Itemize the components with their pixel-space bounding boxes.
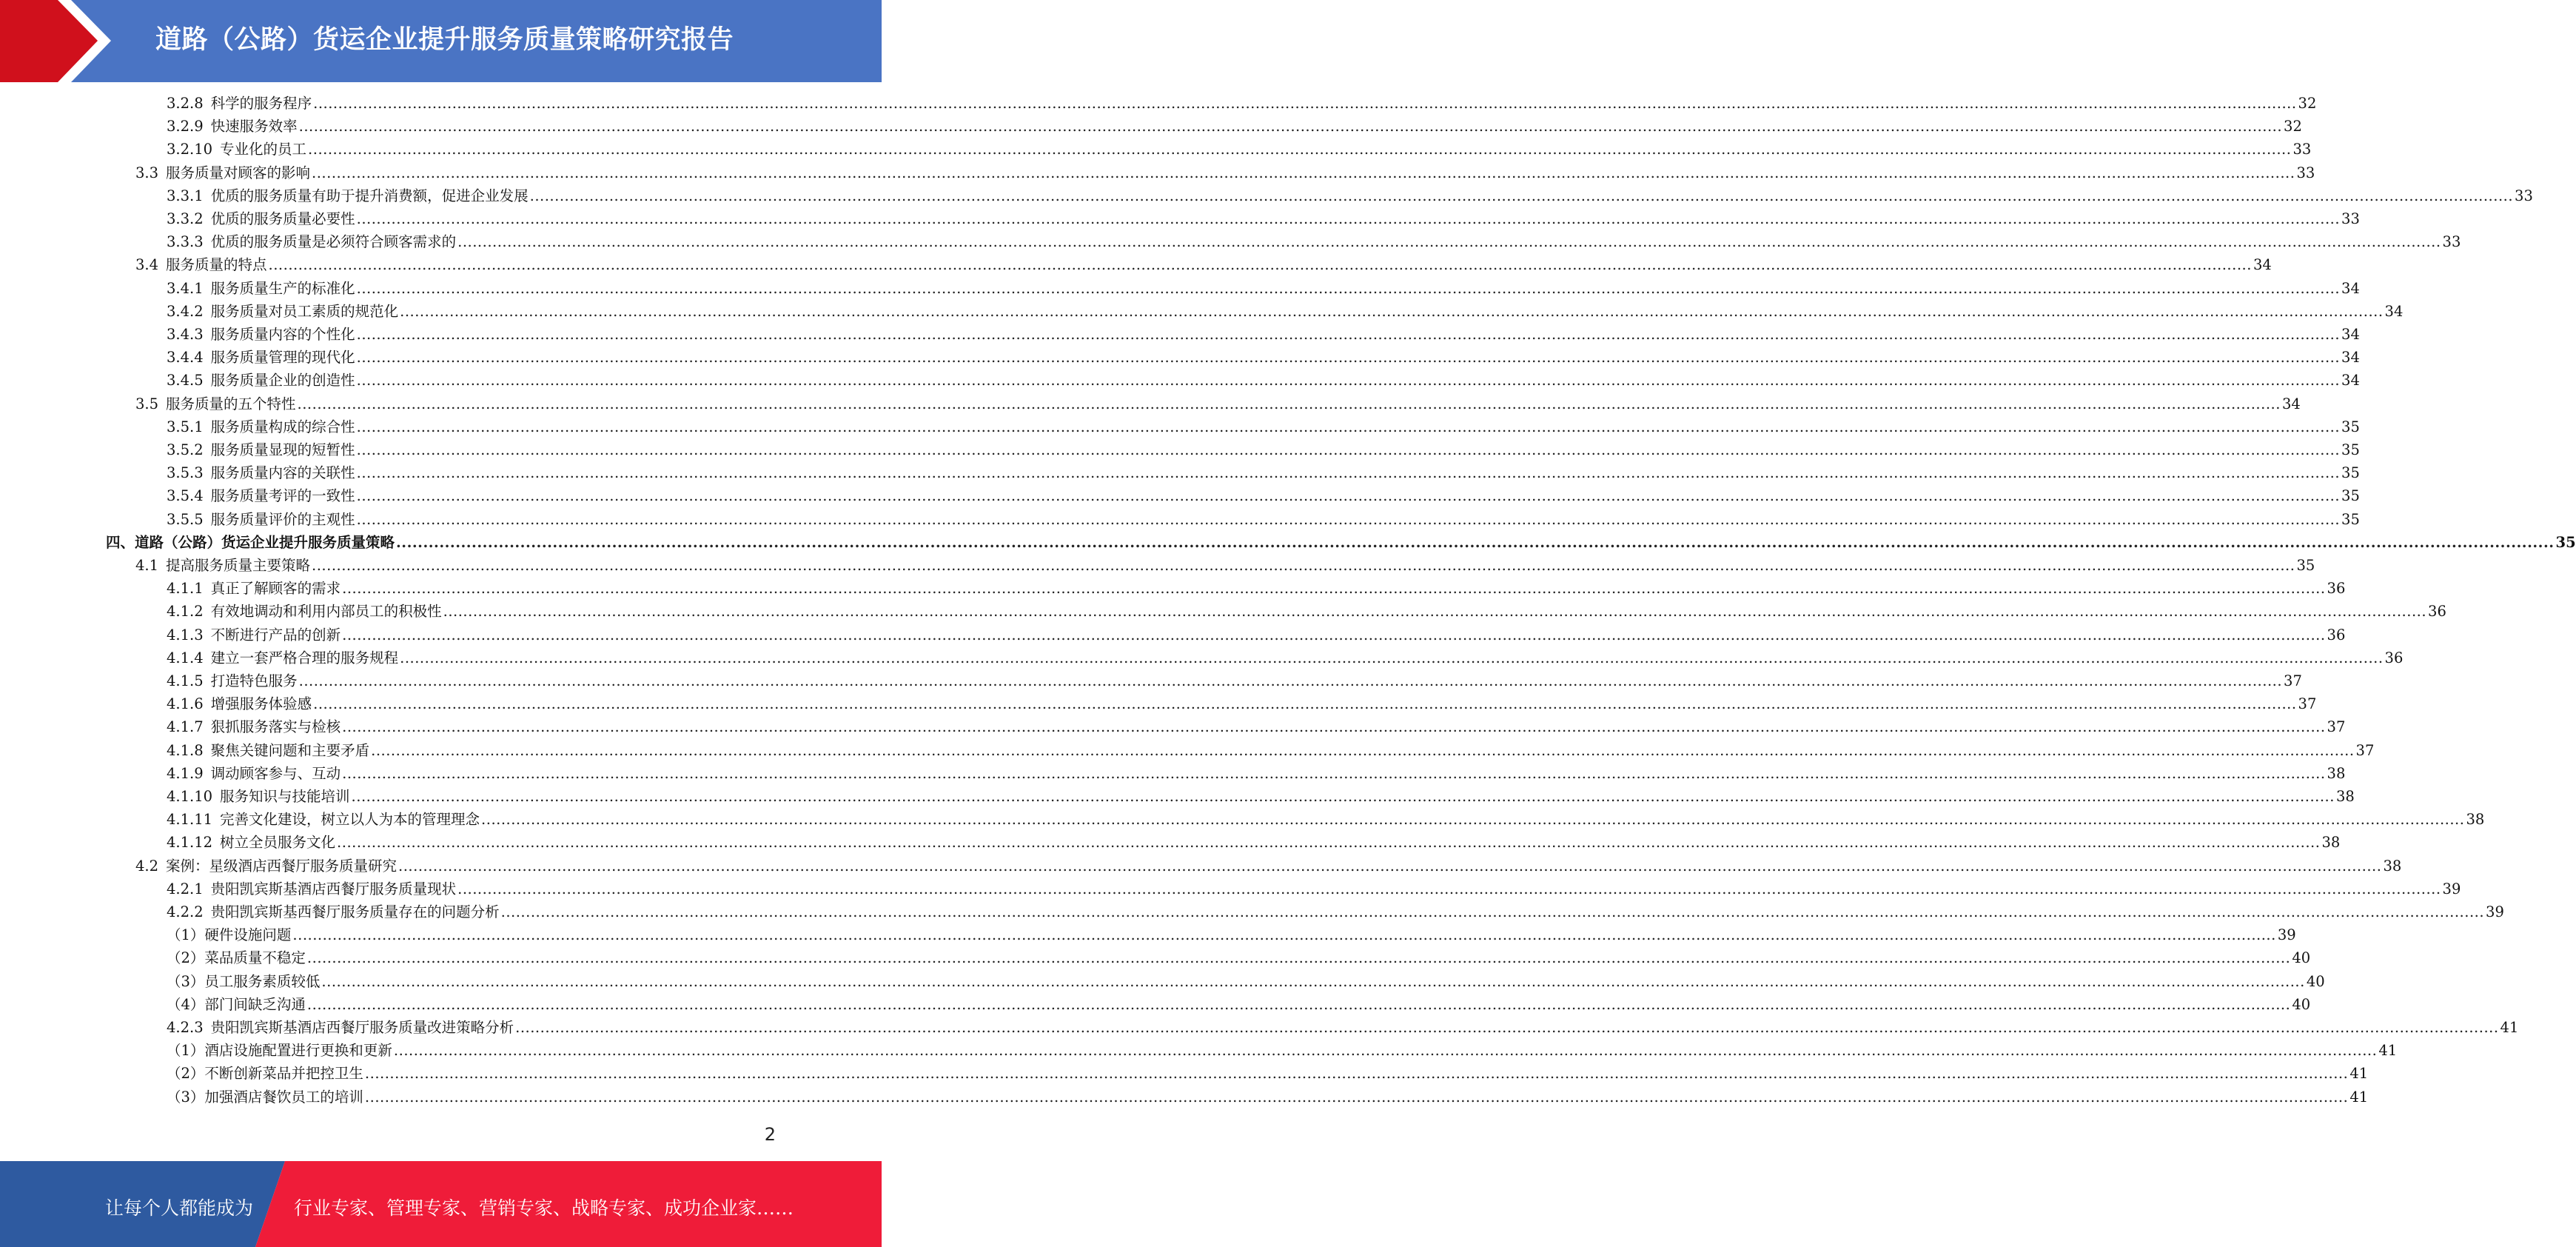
toc-entry[interactable] — [135, 555, 2315, 576]
toc-entry[interactable] — [167, 879, 2461, 900]
toc-entry[interactable] — [167, 93, 2317, 114]
toc-entry-title: 树立全员服务文化 — [220, 834, 336, 852]
toc-entry-title: 有效地调动和利用内部员工的积极性 — [210, 603, 442, 621]
toc-entry-title: 服务质量的特点 — [166, 256, 267, 274]
toc-entry[interactable] — [167, 786, 2355, 807]
toc-dot-leader: ................................................................................................................................................................................................................................................................................................................................................................................................................ — [371, 741, 2355, 759]
toc-entry[interactable] — [167, 578, 2346, 599]
toc-entry-number: 4.1.11 — [167, 811, 213, 829]
toc-entry-number: 3.2.8 — [167, 95, 204, 112]
toc-entry[interactable] — [167, 324, 2360, 345]
toc-entry-number: 4.1.2 — [167, 603, 204, 621]
toc-entry-page: 37 — [2327, 718, 2346, 736]
toc-entry-title: （3）员工服务素质较低 — [167, 972, 321, 990]
toc-entry[interactable] — [167, 186, 2533, 207]
toc-entry-number: 4.1.4 — [167, 649, 204, 666]
toc-dot-leader: ................................................................................................................................................................................................................................................................................................................................................................................................................ — [313, 695, 2297, 713]
toc-entry-page: 41 — [2349, 1088, 2369, 1106]
toc-entry-number: 4.1.6 — [167, 695, 204, 713]
toc-entry-number: 3.5.4 — [167, 487, 204, 505]
toc-entry-title: 贵阳凯宾斯基酒店西餐厅服务质量现状 — [210, 880, 457, 897]
toc-entry-page: 32 — [2298, 95, 2317, 112]
toc-entry-title: 不断进行产品的创新 — [210, 626, 341, 643]
toc-entry-number: 4.1.8 — [167, 741, 204, 759]
toc-entry-title: 专业化的员工 — [220, 141, 307, 158]
toc-dot-leader: ................................................................................................................................................................................................................................................................................................................................................................................................................ — [313, 95, 2297, 112]
toc-entry-title: 增强服务体验感 — [210, 695, 312, 713]
toc-entry-page: 40 — [2292, 949, 2311, 967]
toc-entry-number: 4.2.1 — [167, 880, 204, 897]
toc-dot-leader: ................................................................................................................................................................................................................................................................................................................................................................................................................ — [457, 880, 2441, 897]
toc-entry-title: 服务质量管理的现代化 — [210, 349, 355, 367]
toc-entry-number: 3.5 — [135, 395, 159, 412]
toc-entry-page: 34 — [2341, 372, 2360, 390]
toc-entry[interactable] — [167, 948, 2311, 969]
toc-entry-page: 37 — [2298, 695, 2317, 713]
toc-entry-number: 3.5.3 — [167, 464, 204, 482]
toc-entry-number: 4.2 — [135, 857, 159, 875]
toc-entry-number: 4.1.3 — [167, 626, 204, 643]
toc-entry-number: 3.3 — [135, 164, 159, 181]
toc-entry[interactable] — [167, 925, 2296, 946]
toc-entry-page: 33 — [2442, 233, 2461, 251]
toc-entry-number: 4.1 — [135, 557, 159, 574]
toc-entry-number: 3.2.9 — [167, 118, 204, 136]
toc-dot-leader: ................................................................................................................................................................................................................................................................................................................................................................................................................ — [342, 626, 2326, 643]
toc-entry-page: 34 — [2281, 395, 2301, 412]
toc-entry-number: 3.4.4 — [167, 349, 204, 367]
toc-entry-title: （3）加强酒店餐饮员工的培训 — [167, 1088, 363, 1106]
toc-entry[interactable] — [167, 671, 2302, 692]
toc-dot-leader: ................................................................................................................................................................................................................................................................................................................................................................................................................ — [398, 857, 2382, 875]
toc-entry-page: 41 — [2500, 1019, 2519, 1036]
toc-entry-page: 35 — [2555, 533, 2576, 551]
toc-entry-title: 服务质量考评的一致性 — [210, 487, 355, 505]
toc-entry-title: 聚焦关键问题和主要矛盾 — [210, 741, 370, 759]
toc-entry-page: 38 — [2335, 788, 2355, 805]
toc-dot-leader: ................................................................................................................................................................................................................................................................................................................................................................................................................ — [308, 141, 2292, 158]
toc-dot-leader: ................................................................................................................................................................................................................................................................................................................................................................................................................ — [364, 1088, 2349, 1106]
toc-entry-page: 39 — [2277, 926, 2296, 944]
toc-entry[interactable] — [167, 740, 2375, 761]
toc-entry-page: 35 — [2341, 441, 2360, 458]
toc-entry[interactable] — [167, 209, 2360, 230]
toc-entry-number: 3.5.2 — [167, 441, 204, 458]
toc-entry-number: 3.4.5 — [167, 372, 204, 390]
toc-entry-page: 40 — [2306, 972, 2325, 990]
toc-entry-title: 服务质量生产的标准化 — [210, 279, 355, 297]
page-header — [0, 0, 882, 82]
toc-entry-number: 3.4.3 — [167, 326, 204, 343]
toc-entry-page: 34 — [2253, 256, 2272, 274]
toc-dot-leader: ................................................................................................................................................................................................................................................................................................................................................................................................................ — [481, 811, 2465, 829]
toc-entry-title: （2）不断创新菜品并把控卫生 — [167, 1065, 363, 1083]
toc-entry-title: 服务质量内容的关联性 — [210, 464, 355, 482]
toc-dot-leader: ................................................................................................................................................................................................................................................................................................................................................................................................................ — [337, 834, 2321, 852]
toc-entry[interactable] — [167, 509, 2360, 530]
toc-dot-leader: ................................................................................................................................................................................................................................................................................................................................................................................................................ — [443, 603, 2427, 621]
toc-dot-leader: ................................................................................................................................................................................................................................................................................................................................................................................................................ — [356, 441, 2341, 458]
toc-entry-number: 4.1.10 — [167, 788, 213, 805]
toc-entry[interactable] — [167, 902, 2504, 923]
toc-entry-number: 4.1.1 — [167, 580, 204, 598]
toc-entry-title: 案例：星级酒店西餐厅服务质量研究 — [166, 857, 398, 875]
toc-entry-title: 优质的服务质量是必须符合顾客需求的 — [210, 233, 457, 251]
toc-entry-title: 服务质量构成的综合性 — [210, 418, 355, 435]
toc-entry-number: 3.5.5 — [167, 510, 204, 528]
toc-entry-page: 37 — [2355, 741, 2375, 759]
toc-entry-page: 41 — [2349, 1065, 2369, 1083]
toc-dot-leader: ................................................................................................................................................................................................................................................................................................................................................................................................................ — [400, 649, 2384, 666]
page-footer — [0, 1161, 882, 1247]
toc-dot-leader: ................................................................................................................................................................................................................................................................................................................................................................................................................ — [364, 1065, 2349, 1083]
toc-dot-leader: ................................................................................................................................................................................................................................................................................................................................................................................................................ — [306, 949, 2291, 967]
toc-entry-page: 35 — [2296, 557, 2315, 574]
toc-entry[interactable] — [135, 163, 2315, 184]
toc-entry-page: 41 — [2378, 1042, 2398, 1060]
toc-entry[interactable] — [135, 394, 2301, 415]
toc-entry[interactable] — [135, 255, 2272, 275]
toc-entry-title: 真正了解顾客的需求 — [210, 580, 341, 598]
toc-dot-leader: ................................................................................................................................................................................................................................................................................................................................................................................................................ — [529, 187, 2514, 204]
toc-dot-leader: ................................................................................................................................................................................................................................................................................................................................................................................................................ — [515, 1019, 2499, 1036]
toc-entry-page: 38 — [2383, 857, 2402, 875]
toc-dot-leader: ................................................................................................................................................................................................................................................................................................................................................................................................................ — [312, 164, 2295, 181]
toc-entry[interactable] — [167, 116, 2302, 137]
toc-entry-page: 34 — [2341, 326, 2360, 343]
toc-entry-number: 3.2.10 — [167, 141, 213, 158]
toc-dot-leader: ................................................................................................................................................................................................................................................................................................................................................................................................................ — [351, 788, 2335, 805]
toc-entry[interactable] — [167, 370, 2360, 391]
page-number: 2 — [764, 1124, 776, 1145]
toc-entry[interactable] — [167, 1040, 2398, 1061]
toc-entry[interactable] — [167, 1063, 2369, 1084]
toc-entry-title: 服务质量对员工素质的规范化 — [210, 302, 399, 320]
toc-dot-leader: ................................................................................................................................................................................................................................................................................................................................................................................................................ — [312, 557, 2295, 574]
toc-entry[interactable] — [167, 139, 2312, 160]
toc-entry-title: 优质的服务质量必要性 — [210, 210, 355, 227]
toc-dot-leader: ................................................................................................................................................................................................................................................................................................................................................................................................................ — [298, 672, 2283, 689]
toc-entry-title: 贵阳凯宾斯基西餐厅服务质量存在的问题分析 — [210, 903, 500, 920]
toc-entry[interactable] — [167, 1017, 2519, 1038]
toc-entry-title: 快速服务效率 — [210, 118, 298, 136]
footer-slogan-left: 让每个人都能成为 — [105, 1197, 254, 1219]
toc-dot-leader: ................................................................................................................................................................................................................................................................................................................................................................................................................ — [500, 903, 2485, 920]
toc-dot-leader: ................................................................................................................................................................................................................................................................................................................................................................................................................ — [356, 326, 2341, 343]
toc-dot-leader: ................................................................................................................................................................................................................................................................................................................................................................................................................ — [356, 510, 2341, 528]
toc-dot-leader: ................................................................................................................................................................................................................................................................................................................................................................................................................ — [457, 233, 2441, 251]
toc-entry-number: 4.1.7 — [167, 718, 204, 736]
toc-entry[interactable] — [167, 301, 2404, 322]
toc-entry-title: 打造特色服务 — [210, 672, 298, 689]
toc-entry-title: （4）部门间缺乏沟通 — [167, 995, 306, 1013]
toc-entry-page: 35 — [2341, 487, 2360, 505]
toc-dot-leader: ................................................................................................................................................................................................................................................................................................................................................................................................................ — [356, 418, 2341, 435]
toc-entry-title: 完善文化建设，树立以人为本的管理理念 — [220, 811, 480, 829]
document-title: 道路（公路）货运企业提升服务质量策略研究报告 — [155, 25, 734, 55]
toc-dot-leader: ................................................................................................................................................................................................................................................................................................................................................................................................................ — [393, 1042, 2378, 1060]
toc-entry-title: 建立一套严格合理的服务规程 — [210, 649, 399, 666]
toc-entry-title: 提高服务质量主要策略 — [166, 557, 311, 574]
toc-entry-page: 38 — [2466, 811, 2485, 829]
toc-dot-leader: ................................................................................................................................................................................................................................................................................................................................................................................................................ — [356, 464, 2341, 482]
toc-dot-leader: ................................................................................................................................................................................................................................................................................................................................................................................................................ — [356, 372, 2341, 390]
toc-entry-title: 狠抓服务落实与检核 — [210, 718, 341, 736]
toc-entry-page: 33 — [2296, 164, 2315, 181]
toc-entry[interactable] — [167, 694, 2317, 715]
toc-entry-title: 四、道路（公路）货运企业提升服务质量策略 — [106, 533, 395, 551]
toc-entry-page: 38 — [2321, 834, 2341, 852]
toc-dot-leader: ................................................................................................................................................................................................................................................................................................................................................................................................................ — [356, 210, 2341, 227]
toc-dot-leader: ................................................................................................................................................................................................................................................................................................................................................................................................................ — [298, 118, 2283, 136]
toc-entry[interactable] — [167, 232, 2461, 253]
toc-entry-title: （1）酒店设施配置进行更换和更新 — [167, 1042, 392, 1060]
toc-entry[interactable] — [167, 278, 2360, 299]
toc-entry-page: 32 — [2284, 118, 2302, 136]
toc-entry-page: 35 — [2341, 510, 2360, 528]
toc-entry-number: 3.4 — [135, 256, 159, 274]
toc-entry-title: 服务质量对顾客的影响 — [166, 164, 311, 181]
toc-entry-page: 34 — [2341, 349, 2360, 367]
toc-entry[interactable] — [167, 625, 2346, 646]
toc-dot-leader: ................................................................................................................................................................................................................................................................................................................................................................................................................ — [306, 995, 2291, 1013]
toc-entry-number: 4.2.2 — [167, 903, 204, 920]
toc-entry-page: 35 — [2341, 464, 2360, 482]
toc-entry-page: 34 — [2341, 279, 2360, 297]
toc-entry[interactable] — [167, 994, 2311, 1015]
toc-entry-title: 服务质量企业的创造性 — [210, 372, 355, 390]
toc-entry-title: 服务质量的五个特性 — [166, 395, 296, 412]
toc-entry-title: 科学的服务程序 — [210, 95, 312, 112]
toc-entry-title: （1）硬件设施问题 — [167, 926, 292, 944]
toc-entry-page: 33 — [2341, 210, 2360, 227]
toc-entry[interactable] — [167, 1087, 2369, 1108]
toc-entry-page: 36 — [2428, 603, 2446, 621]
toc-entry-page: 36 — [2327, 626, 2346, 643]
toc-entry[interactable] — [135, 856, 2402, 877]
footer-slogan-right: 行业专家、管理专家、营销专家、战略专家、成功企业家…… — [294, 1197, 794, 1219]
toc-entry-title: 调动顾客参与、互动 — [210, 764, 341, 782]
toc-entry[interactable] — [167, 717, 2346, 738]
toc-entry-page: 33 — [2292, 141, 2312, 158]
toc-entry[interactable] — [167, 347, 2360, 368]
toc-entry[interactable] — [106, 532, 2576, 553]
toc-dot-leader: ................................................................................................................................................................................................................................................................................................................................................................................................................ — [356, 279, 2341, 297]
toc-entry-number: 4.2.3 — [167, 1019, 204, 1036]
toc-entry[interactable] — [167, 809, 2485, 830]
toc-entry[interactable] — [167, 763, 2346, 784]
toc-entry-page: 35 — [2341, 418, 2360, 435]
toc-dot-leader: ................................................................................................................................................................................................................................................................................................................................................................................................................ — [297, 395, 2281, 412]
toc-dot-leader: ................................................................................................................................................................................................................................................................................................................................................................................................................ — [396, 533, 2555, 551]
toc-entry-page: 39 — [2442, 880, 2461, 897]
toc-entry-number: 4.1.5 — [167, 672, 204, 689]
toc-dot-leader: ................................................................................................................................................................................................................................................................................................................................................................................................................ — [356, 349, 2341, 367]
toc-entry[interactable] — [167, 417, 2360, 438]
toc-entry-page: 36 — [2384, 649, 2404, 666]
toc-entry-title: 服务知识与技能培训 — [220, 788, 350, 805]
toc-entry-number: 3.3.1 — [167, 187, 204, 204]
toc-entry-page: 33 — [2515, 187, 2533, 204]
toc-entry-number: 3.5.1 — [167, 418, 204, 435]
toc-dot-leader: ................................................................................................................................................................................................................................................................................................................................................................................................................ — [400, 302, 2384, 320]
toc-entry-number: 3.3.3 — [167, 233, 204, 251]
toc-entry-page: 38 — [2327, 764, 2346, 782]
toc-entry-number: 3.4.2 — [167, 302, 204, 320]
toc-entry-page: 40 — [2292, 995, 2311, 1013]
toc-entry-page: 37 — [2284, 672, 2302, 689]
toc-entry-title: 贵阳凯宾斯基酒店西餐厅服务质量改进策略分析 — [210, 1019, 514, 1036]
toc-entry-title: （2）菜品质量不稳定 — [167, 949, 306, 967]
toc-entry-title: 服务质量评价的主观性 — [210, 510, 355, 528]
toc-entry-page: 34 — [2384, 302, 2404, 320]
toc-entry-number: 3.4.1 — [167, 279, 204, 297]
toc-entry-title: 服务质量显现的短暂性 — [210, 441, 355, 458]
toc-dot-leader: ................................................................................................................................................................................................................................................................................................................................................................................................................ — [321, 972, 2305, 990]
toc-entry-number: 3.3.2 — [167, 210, 204, 227]
toc-entry-title: 服务质量内容的个性化 — [210, 326, 355, 343]
toc-entry[interactable] — [167, 648, 2404, 669]
toc-entry-page: 36 — [2327, 580, 2346, 598]
toc-entry-number: 4.1.9 — [167, 764, 204, 782]
toc-dot-leader: ................................................................................................................................................................................................................................................................................................................................................................................................................ — [268, 256, 2252, 274]
toc-dot-leader: ................................................................................................................................................................................................................................................................................................................................................................................................................ — [292, 926, 2276, 944]
toc-dot-leader: ................................................................................................................................................................................................................................................................................................................................................................................................................ — [356, 487, 2341, 505]
toc-entry[interactable] — [167, 463, 2360, 484]
toc-dot-leader: ................................................................................................................................................................................................................................................................................................................................................................................................................ — [342, 718, 2326, 736]
toc-entry[interactable] — [167, 972, 2325, 992]
toc-entry[interactable] — [167, 486, 2360, 507]
toc-entry-number: 4.1.12 — [167, 834, 213, 852]
toc-entry-title: 优质的服务质量有助于提升消费额，促进企业发展 — [210, 187, 529, 204]
toc-entry[interactable] — [167, 832, 2341, 853]
toc-dot-leader: ................................................................................................................................................................................................................................................................................................................................................................................................................ — [342, 764, 2326, 782]
toc-entry-page: 39 — [2486, 903, 2504, 920]
toc-entry[interactable] — [167, 601, 2446, 622]
toc-dot-leader: ................................................................................................................................................................................................................................................................................................................................................................................................................ — [342, 580, 2326, 598]
toc-entry[interactable] — [167, 440, 2360, 461]
